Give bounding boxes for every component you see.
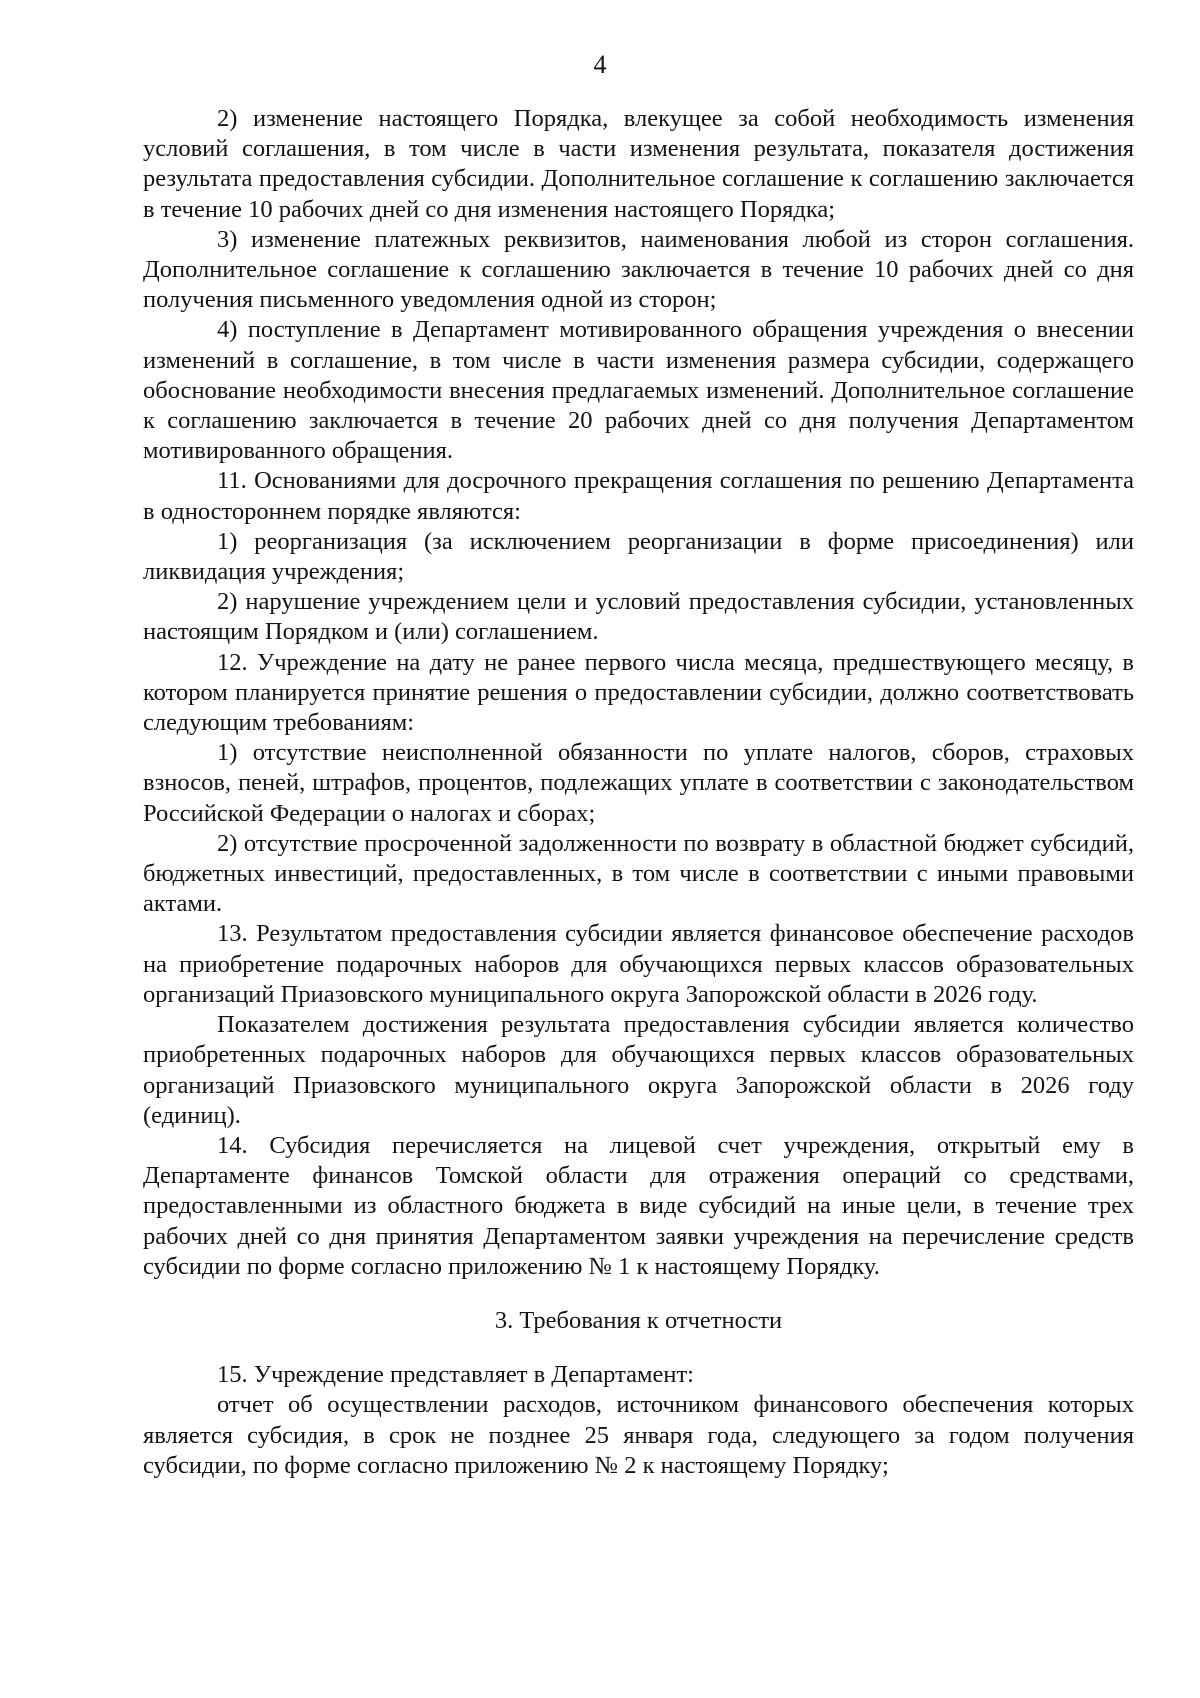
paragraph-clause-13-indicator: Показателем достижения результата предоставления субсидии является количество приобретенных подарочных наборов для обучающихся первых классов образовательных организаций Приазовского муниципального округа Запорожской области в 2026 году (единиц). bbox=[143, 1011, 1134, 1129]
document-body bbox=[143, 104, 1134, 1481]
paragraph-clause-12-item-1: 1) отсутствие неисполненной обязанности по уплате налогов, сборов, страховых взносов, пеней, штрафов, процентов, подлежащих уплате в соответствии с законодательством Российской Федерации о налогах и сборах; bbox=[143, 739, 1134, 827]
paragraph-clause-11-item-1: 1) реорганизация (за исключением реорганизации в форме присоединения) или ликвидация учреждения; bbox=[143, 527, 1134, 586]
paragraph-clause-11-item-2: 2) нарушение учреждением цели и условий предоставления субсидии, установленных настоящим Порядком и (или) соглашением. bbox=[143, 588, 1134, 646]
paragraph-item-2-change-procedure: 2) изменение настоящего Порядка, влекущее за собой необходимость изменения условий соглашения, в том числе в части изменения результата, показателя достижения результата предоставления субсидии. Дополнительное соглашение к соглашению заключается в течение 10 рабочих дней со дня изменения настоящего Порядка; bbox=[143, 105, 1134, 223]
paragraph-item-4-motivated-request: 4) поступление в Департамент мотивированного обращения учреждения о внесении изменений в соглашение, в том числе в части изменения размера субсидии, содержащего обоснование необходимости внесения предлагаемых изменений. Дополнительное соглашение к соглашению заключается в течение 20 рабочих дней со дня получения Департаментом мотивированного обращения. bbox=[143, 316, 1134, 465]
paragraph-clause-14: 14. Субсидия перечисляется на лицевой счет учреждения, открытый ему в Департаменте финансов Томской области для отражения операций со средствами, предоставленными из областного бюджета в виде субсидий на иные цели, в течение трех рабочих дней со дня принятия Департаментом заявки учреждения на перечисление средств субсидии по форме согласно приложению № 1 к настоящему Порядку. bbox=[143, 1131, 1134, 1280]
paragraph-clause-15: 15. Учреждение представляет в Департамент: bbox=[217, 1361, 694, 1389]
paragraph-clause-12-item-2: 2) отсутствие просроченной задолженности по возврату в областной бюджет субсидий, бюджетных инвестиций, предоставленных, в том числе в соответствии с иными правовыми актами. bbox=[143, 829, 1134, 918]
paragraph-clause-11: 11. Основаниями для досрочного прекращения соглашения по решению Департамента в одностороннем порядке являются: bbox=[143, 467, 1134, 525]
page-number: 4 bbox=[593, 50, 607, 79]
paragraph-clause-15-report: отчет об осуществлении расходов, источником финансового обеспечения которых является субсидия, в срок не позднее 25 января года, следующего за годом получения субсидии, по форме согласно приложению № 2 к настоящему Порядку; bbox=[143, 1391, 1134, 1479]
section-heading: 3. Требования к отчетности bbox=[494, 1306, 783, 1334]
paragraph-clause-13: 13. Результатом предоставления субсидии является финансовое обеспечение расходов на приобретение подарочных наборов для обучающихся первых классов образовательных организаций Приазовского муниципального округа Запорожской области в 2026 году. bbox=[143, 920, 1134, 1008]
paragraph-item-3-change-requisites: 3) изменение платежных реквизитов, наименования любой из сторон соглашения. Дополнительное соглашение к соглашению заключается в течение 10 рабочих дней со дня получения письменного уведомления одной из сторон; bbox=[143, 225, 1134, 314]
paragraph-clause-12: 12. Учреждение на дату не ранее первого числа месяца, предшествующего месяцу, в котором планируется принятие решения о предоставлении субсидии, должно соответствовать следующим требованиям: bbox=[143, 648, 1134, 737]
